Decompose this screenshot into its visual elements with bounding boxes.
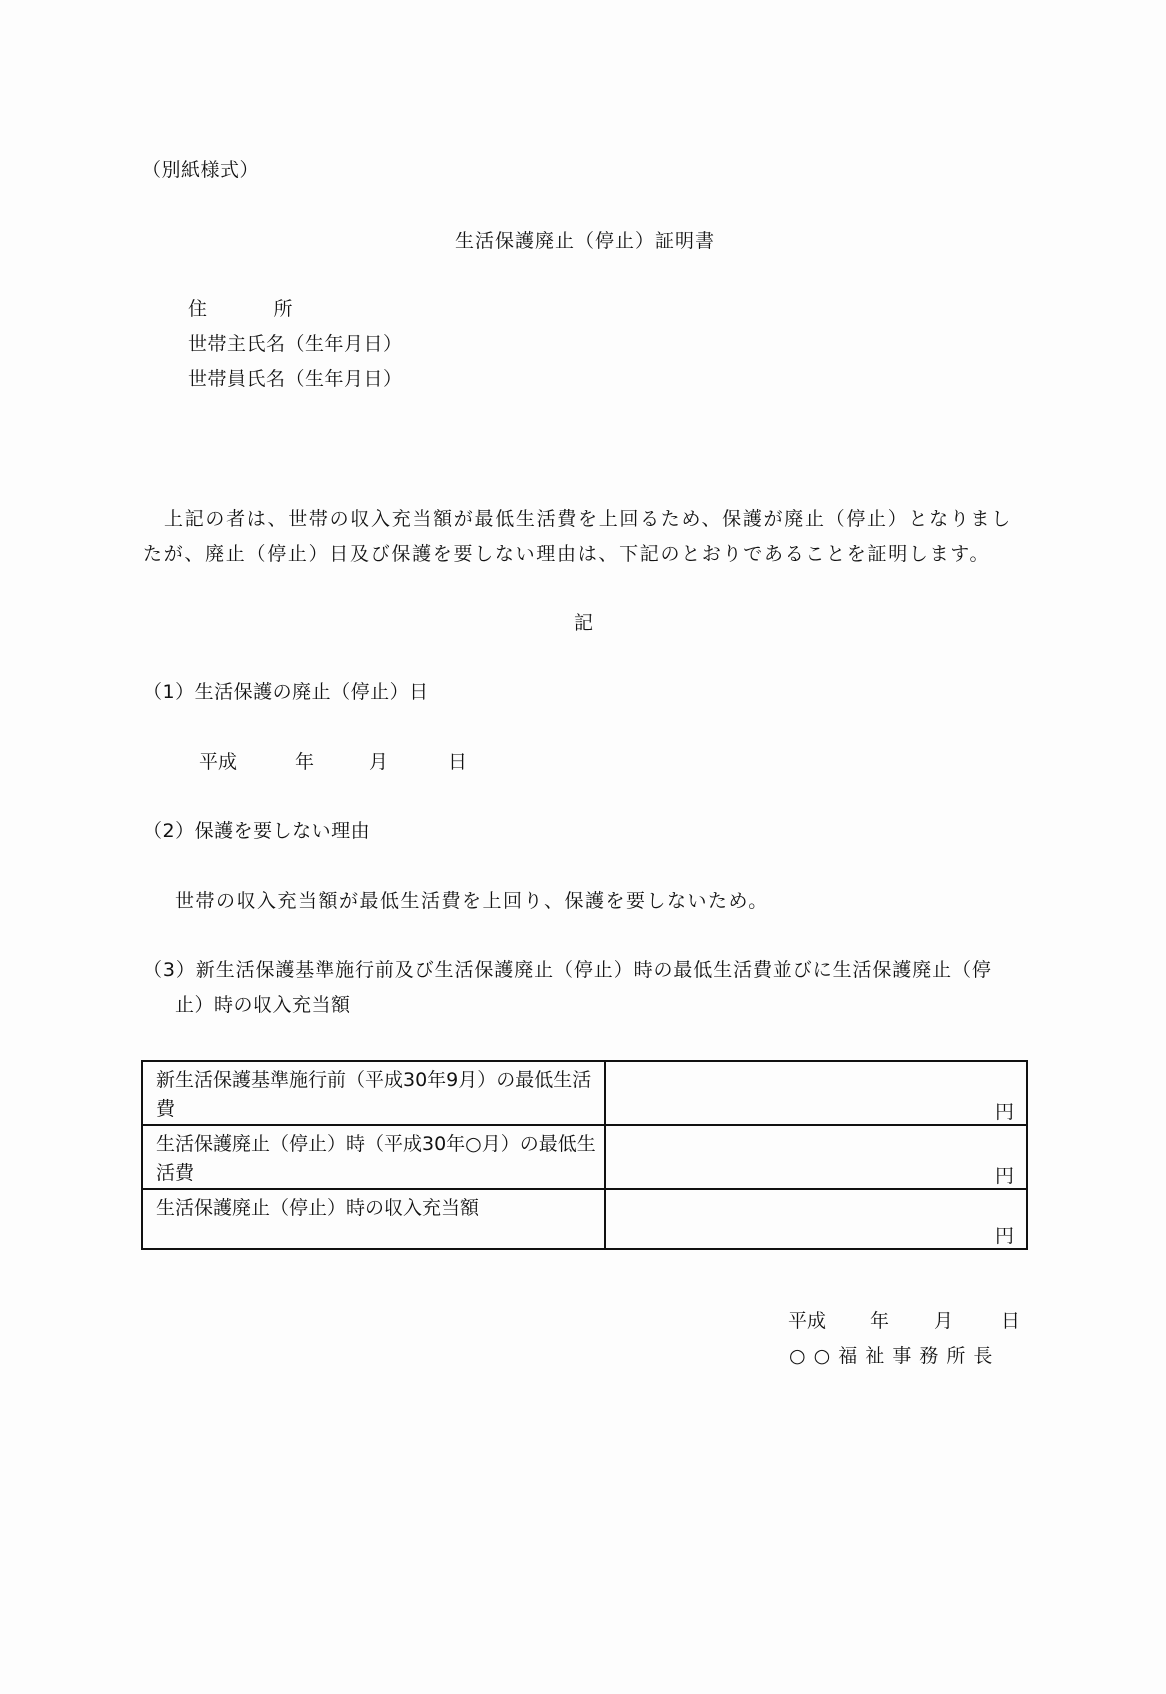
- address-label: 住 所: [188, 298, 294, 320]
- row-label: 生活保護廃止（停止）時の収入充当額: [142, 1189, 605, 1249]
- section3-heading-line2: 止）時の収入充当額: [175, 994, 351, 1016]
- ki-heading: 記: [574, 612, 594, 634]
- section1-date: 平成 年 月 日: [199, 751, 468, 773]
- yen-unit: 円: [994, 1225, 1014, 1247]
- section1-heading: （1）生活保護の廃止（停止）日: [143, 681, 429, 703]
- row-label: 生活保護廃止（停止）時（平成30年○月）の最低生活費: [142, 1125, 605, 1189]
- amount-field[interactable]: [605, 1189, 1027, 1249]
- section3-heading-line1: （3）新生活保護基準施行前及び生活保護廃止（停止）時の最低生活費並びに生活保護廃止（停: [143, 959, 992, 981]
- body-paragraph-line2: たが、廃止（停止）日及び保護を要しない理由は、下記のとおりであることを証明します。: [143, 543, 991, 565]
- page-title: 生活保護廃止（停止）証明書: [455, 230, 716, 252]
- amount-field[interactable]: [605, 1061, 1027, 1125]
- form-label: （別紙様式）: [142, 159, 260, 181]
- row-label: 新生活保護基準施行前（平成30年9月）の最低生活費: [142, 1061, 605, 1125]
- issuer-name: ○ ○ 福 祉 事 務 所 長: [789, 1345, 994, 1367]
- table-row: [142, 1061, 1027, 1125]
- yen-unit: 円: [994, 1101, 1014, 1123]
- yen-unit: 円: [994, 1165, 1014, 1187]
- body-paragraph-line1: 上記の者は、世帯の収入充当額が最低生活費を上回るため、保護が廃止（停止）となりまし: [164, 508, 1012, 530]
- issue-date: 平成 年 月 日: [788, 1310, 1021, 1332]
- household-member-label: 世帯員氏名（生年月日）: [188, 368, 403, 390]
- amounts-table: [141, 1060, 1028, 1250]
- section2-reason: 世帯の収入充当額が最低生活費を上回り、保護を要しないため。: [175, 890, 769, 912]
- head-of-household-label: 世帯主氏名（生年月日）: [188, 333, 403, 355]
- section2-heading: （2）保護を要しない理由: [143, 820, 371, 842]
- table-row: [142, 1189, 1027, 1249]
- amount-field[interactable]: [605, 1125, 1027, 1189]
- table-row: [142, 1125, 1027, 1189]
